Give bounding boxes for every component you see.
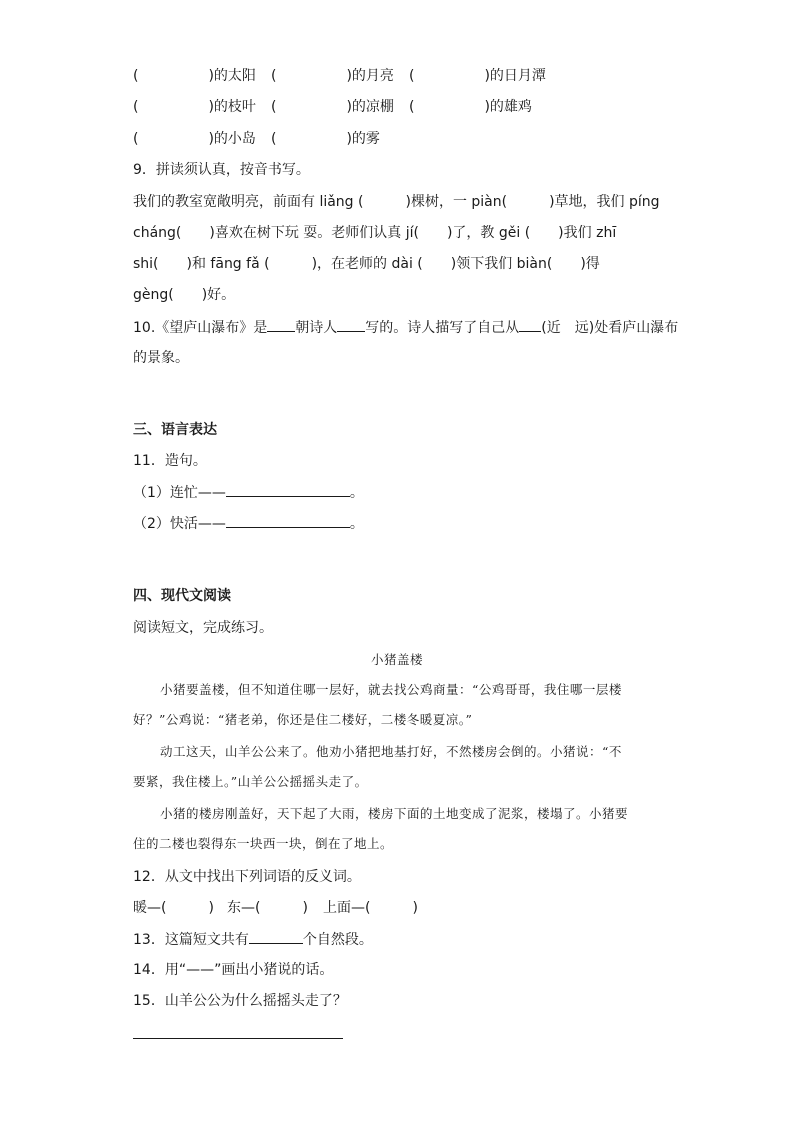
q13-part-2: 个自然段。	[302, 932, 373, 948]
story-title: 小猪盖楼	[370, 652, 423, 667]
reading-intro: 阅读短文，完成练习。	[133, 620, 273, 636]
q11-item-1-end: 。	[349, 485, 364, 501]
q9-line-3: shi( )和 fāng fǎ ( )，在老师的 dài ( )领下我们 biàn( )得	[133, 256, 600, 272]
q10-line-1	[133, 317, 678, 338]
story-line: 动工这天，山羊公公来了。他劝小猪把地基打好，不然楼房会倒的。小猪说：“不	[160, 744, 622, 759]
story-line: 住的二楼也裂得东一块西一块，倒在了地上。	[133, 836, 394, 851]
q9-line-1: 我们的教室宽敞明亮，前面有 liǎng ( )棵树，一 piàn( )草地，我们 píng	[133, 194, 660, 210]
story-line: 要紧，我住楼上。”山羊公公摇摇头走了。	[133, 774, 368, 789]
q8-blank-fog: ( )的雾	[271, 131, 380, 147]
q11-item-1-label: （1）连忙——	[133, 485, 226, 501]
section4-heading: 四、现代文阅读	[133, 588, 231, 604]
q11-title: 11．造句。	[133, 453, 207, 469]
q8-blank-canopy: ( )的凉棚	[271, 99, 394, 115]
q10-part-4: (近 远)处看庐山瀑布	[541, 320, 679, 336]
q11-item-2-label: （2）快活——	[133, 516, 226, 532]
story-line: 小猪要盖楼，但不知道住哪一层好，就去找公鸡商量：“公鸡哥哥，我住哪一层楼	[160, 682, 622, 697]
q8-blank-sun: ( )的太阳	[133, 68, 256, 84]
q13-blank[interactable]	[249, 929, 303, 944]
story-line: 好？”公鸡说：“猪老弟，你还是住二楼好，二楼冬暖夏凉。”	[133, 712, 473, 727]
q12-item-east: 东—( )	[227, 900, 308, 916]
q8-blank-moon: ( )的月亮	[271, 68, 394, 84]
q11-item-1	[133, 482, 364, 503]
q13	[133, 929, 373, 950]
q10-line-2: 的景象。	[133, 350, 189, 366]
q11-item-2-blank[interactable]	[226, 513, 350, 528]
q12-item-above: 上面—( )	[323, 900, 418, 916]
q9-line-2: cháng( )喜欢在树下玩 耍。老师们认真 jí( )了，教 gěi ( )我们 zhī	[133, 225, 617, 241]
q11-item-2	[133, 513, 364, 534]
q12-title: 12．从文中找出下列词语的反义词。	[133, 869, 361, 885]
q13-part-1: 13．这篇短文共有	[133, 932, 249, 948]
q10-poet-blank[interactable]	[337, 317, 365, 332]
q14: 14．用“——”画出小猪说的话。	[133, 962, 334, 978]
q10-part-2: 朝诗人	[295, 320, 338, 336]
q9-title: 9．拼读须认真，按音书写。	[133, 162, 310, 178]
q11-item-1-blank[interactable]	[226, 482, 350, 497]
section3-heading: 三、语言表达	[133, 422, 217, 438]
q15-answer-line[interactable]	[133, 1038, 343, 1039]
q15: 15．山羊公公为什么摇摇头走了？	[133, 993, 347, 1009]
q10-dynasty-blank[interactable]	[267, 317, 295, 332]
story-line: 小猪的楼房刚盖好，天下起了大雨，楼房下面的土地变成了泥浆，楼塌了。小猪要	[160, 806, 629, 821]
q8-blank-rooster: ( )的雄鸡	[409, 99, 532, 115]
q8-blank-lake: ( )的日月潭	[409, 68, 546, 84]
q8-blank-island: ( )的小岛	[133, 131, 256, 147]
q11-item-2-end: 。	[349, 516, 364, 532]
q10-part-1: 10.《望庐山瀑布》是	[133, 320, 268, 336]
q10-distance-blank[interactable]	[519, 317, 541, 332]
q10-part-3: 写的。诗人描写了自己从	[365, 320, 520, 336]
q12-item-warm: 暖—( )	[133, 900, 214, 916]
q8-blank-leaves: ( )的枝叶	[133, 99, 256, 115]
q9-line-4: gèng( )好。	[133, 287, 236, 303]
